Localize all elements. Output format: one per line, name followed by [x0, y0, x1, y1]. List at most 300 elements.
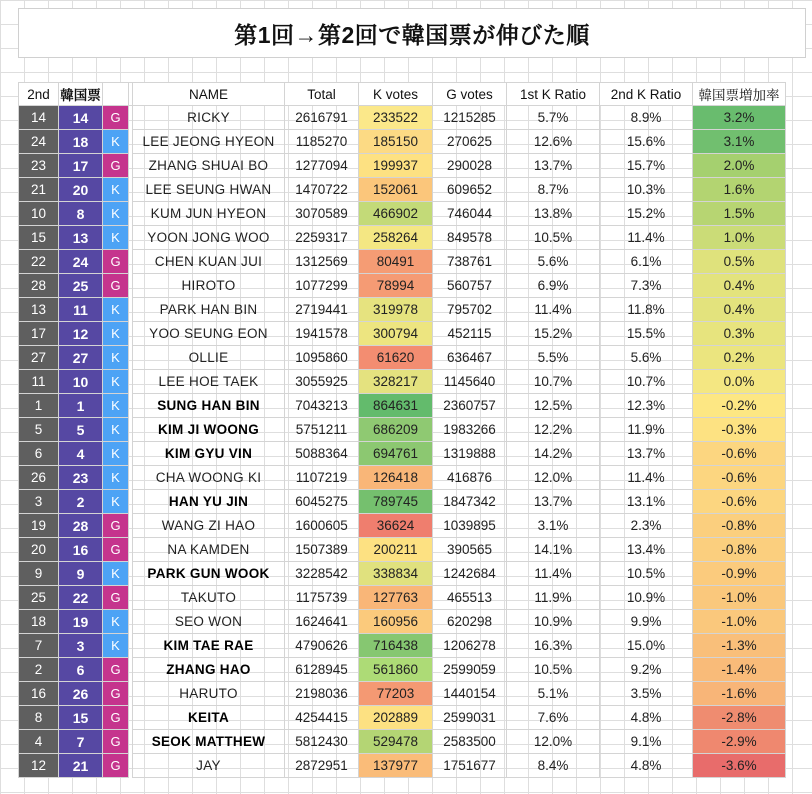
col-header-2nd-rank[interactable]: 2nd [19, 83, 59, 106]
cell-group-badge[interactable]: G [103, 730, 129, 754]
cell-korea-vote-rank[interactable]: 11 [59, 298, 103, 322]
cell-g-votes[interactable]: 2360757 [433, 394, 507, 418]
cell-2nd-rank[interactable]: 26 [19, 466, 59, 490]
cell-korea-vote-increase[interactable]: -0.3% [693, 418, 786, 442]
cell-k-votes[interactable]: 127763 [359, 586, 433, 610]
col-header-2nd-k-ratio[interactable]: 2nd K Ratio [600, 83, 693, 106]
cell-total[interactable]: 1600605 [285, 514, 359, 538]
page-title: 第1回→第2回で韓国票が伸びた順 [18, 8, 806, 58]
cell-g-votes[interactable]: 746044 [433, 202, 507, 226]
cell-name[interactable]: ZHANG SHUAI BO [133, 154, 285, 178]
cell-1st-k-ratio[interactable]: 6.9% [507, 274, 600, 298]
cell-korea-vote-increase[interactable]: -0.8% [693, 514, 786, 538]
cell-k-votes[interactable]: 338834 [359, 562, 433, 586]
cell-g-votes[interactable]: 1206278 [433, 634, 507, 658]
cell-group-badge[interactable]: G [103, 586, 129, 610]
cell-name[interactable]: KIM TAE RAE [133, 634, 285, 658]
cell-g-votes[interactable]: 609652 [433, 178, 507, 202]
cell-total[interactable]: 7043213 [285, 394, 359, 418]
cell-korea-vote-rank[interactable]: 8 [59, 202, 103, 226]
cell-group-badge[interactable]: G [103, 658, 129, 682]
cell-group-badge[interactable]: K [103, 322, 129, 346]
cell-k-votes[interactable]: 77203 [359, 682, 433, 706]
cell-total[interactable]: 3228542 [285, 562, 359, 586]
cell-2nd-k-ratio[interactable]: 15.2% [600, 202, 693, 226]
cell-2nd-rank[interactable]: 9 [19, 562, 59, 586]
cell-1st-k-ratio[interactable]: 8.7% [507, 178, 600, 202]
cell-total[interactable]: 1624641 [285, 610, 359, 634]
cell-k-votes[interactable]: 300794 [359, 322, 433, 346]
cell-2nd-rank[interactable]: 3 [19, 490, 59, 514]
cell-2nd-rank[interactable]: 22 [19, 250, 59, 274]
cell-g-votes[interactable]: 2599059 [433, 658, 507, 682]
cell-korea-vote-rank[interactable]: 19 [59, 610, 103, 634]
cell-1st-k-ratio[interactable]: 7.6% [507, 706, 600, 730]
cell-name[interactable]: RICKY [133, 106, 285, 130]
cell-k-votes[interactable]: 36624 [359, 514, 433, 538]
cell-total[interactable]: 3070589 [285, 202, 359, 226]
col-header-k-votes[interactable]: K votes [359, 83, 433, 106]
cell-name[interactable]: TAKUTO [133, 586, 285, 610]
cell-k-votes[interactable]: 152061 [359, 178, 433, 202]
cell-g-votes[interactable]: 452115 [433, 322, 507, 346]
cell-2nd-k-ratio[interactable]: 10.3% [600, 178, 693, 202]
cell-2nd-rank[interactable]: 8 [19, 706, 59, 730]
cell-total[interactable]: 2719441 [285, 298, 359, 322]
cell-total[interactable]: 1312569 [285, 250, 359, 274]
cell-1st-k-ratio[interactable]: 10.7% [507, 370, 600, 394]
cell-korea-vote-rank[interactable]: 2 [59, 490, 103, 514]
cell-2nd-k-ratio[interactable]: 13.1% [600, 490, 693, 514]
cell-group-badge[interactable]: K [103, 466, 129, 490]
cell-total[interactable]: 4790626 [285, 634, 359, 658]
cell-total[interactable]: 1077299 [285, 274, 359, 298]
cell-korea-vote-rank[interactable]: 17 [59, 154, 103, 178]
cell-korea-vote-rank[interactable]: 21 [59, 754, 103, 778]
cell-k-votes[interactable]: 864631 [359, 394, 433, 418]
cell-2nd-k-ratio[interactable]: 13.4% [600, 538, 693, 562]
cell-1st-k-ratio[interactable]: 12.6% [507, 130, 600, 154]
cell-total[interactable]: 4254415 [285, 706, 359, 730]
cell-2nd-rank[interactable]: 27 [19, 346, 59, 370]
cell-g-votes[interactable]: 1983266 [433, 418, 507, 442]
cell-name[interactable]: YOO SEUNG EON [133, 322, 285, 346]
cell-2nd-k-ratio[interactable]: 11.4% [600, 466, 693, 490]
cell-korea-vote-increase[interactable]: 1.5% [693, 202, 786, 226]
cell-g-votes[interactable]: 465513 [433, 586, 507, 610]
cell-korea-vote-rank[interactable]: 18 [59, 130, 103, 154]
cell-2nd-k-ratio[interactable]: 4.8% [600, 706, 693, 730]
cell-g-votes[interactable]: 2583500 [433, 730, 507, 754]
cell-korea-vote-increase[interactable]: -0.6% [693, 490, 786, 514]
cell-2nd-rank[interactable]: 10 [19, 202, 59, 226]
cell-g-votes[interactable]: 795702 [433, 298, 507, 322]
cell-total[interactable]: 1107219 [285, 466, 359, 490]
cell-group-badge[interactable]: G [103, 274, 129, 298]
cell-2nd-k-ratio[interactable]: 11.9% [600, 418, 693, 442]
cell-g-votes[interactable]: 636467 [433, 346, 507, 370]
cell-2nd-rank[interactable]: 6 [19, 442, 59, 466]
cell-k-votes[interactable]: 126418 [359, 466, 433, 490]
cell-name[interactable]: KEITA [133, 706, 285, 730]
cell-1st-k-ratio[interactable]: 12.2% [507, 418, 600, 442]
cell-name[interactable]: SEO WON [133, 610, 285, 634]
cell-g-votes[interactable]: 290028 [433, 154, 507, 178]
cell-name[interactable]: LEE SEUNG HWAN [133, 178, 285, 202]
cell-name[interactable]: PARK HAN BIN [133, 298, 285, 322]
cell-2nd-rank[interactable]: 7 [19, 634, 59, 658]
cell-group-badge[interactable]: K [103, 298, 129, 322]
cell-korea-vote-rank[interactable]: 24 [59, 250, 103, 274]
cell-1st-k-ratio[interactable]: 12.0% [507, 466, 600, 490]
table-row [19, 754, 786, 778]
cell-g-votes[interactable]: 1145640 [433, 370, 507, 394]
cell-2nd-rank[interactable]: 24 [19, 130, 59, 154]
table-row [19, 490, 786, 514]
cell-korea-vote-rank[interactable]: 14 [59, 106, 103, 130]
cell-2nd-k-ratio[interactable]: 10.9% [600, 586, 693, 610]
cell-2nd-k-ratio[interactable]: 12.3% [600, 394, 693, 418]
cell-g-votes[interactable]: 416876 [433, 466, 507, 490]
cell-group-badge[interactable]: K [103, 442, 129, 466]
cell-k-votes[interactable]: 716438 [359, 634, 433, 658]
cell-korea-vote-increase[interactable]: 1.6% [693, 178, 786, 202]
cell-korea-vote-rank[interactable]: 22 [59, 586, 103, 610]
cell-1st-k-ratio[interactable]: 3.1% [507, 514, 600, 538]
cell-1st-k-ratio[interactable]: 10.5% [507, 226, 600, 250]
cell-korea-vote-increase[interactable]: -1.0% [693, 610, 786, 634]
cell-total[interactable]: 1175739 [285, 586, 359, 610]
cell-1st-k-ratio[interactable]: 10.5% [507, 658, 600, 682]
cell-name[interactable]: LEE HOE TAEK [133, 370, 285, 394]
cell-total[interactable]: 5751211 [285, 418, 359, 442]
cell-total[interactable]: 1470722 [285, 178, 359, 202]
cell-2nd-k-ratio[interactable]: 15.5% [600, 322, 693, 346]
cell-k-votes[interactable]: 185150 [359, 130, 433, 154]
cell-group-badge[interactable]: G [103, 754, 129, 778]
table-row [19, 226, 786, 250]
cell-total[interactable]: 5088364 [285, 442, 359, 466]
cell-2nd-k-ratio[interactable]: 9.9% [600, 610, 693, 634]
cell-name[interactable]: KIM JI WOONG [133, 418, 285, 442]
cell-2nd-rank[interactable]: 13 [19, 298, 59, 322]
cell-korea-vote-increase[interactable]: -0.8% [693, 538, 786, 562]
cell-korea-vote-increase[interactable]: 2.0% [693, 154, 786, 178]
cell-1st-k-ratio[interactable]: 14.1% [507, 538, 600, 562]
cell-1st-k-ratio[interactable]: 12.0% [507, 730, 600, 754]
cell-name[interactable]: WANG ZI HAO [133, 514, 285, 538]
cell-2nd-k-ratio[interactable]: 7.3% [600, 274, 693, 298]
cell-total[interactable]: 2259317 [285, 226, 359, 250]
cell-korea-vote-increase[interactable]: -0.6% [693, 442, 786, 466]
cell-2nd-k-ratio[interactable]: 9.1% [600, 730, 693, 754]
cell-2nd-rank[interactable]: 14 [19, 106, 59, 130]
cell-group-badge[interactable]: K [103, 202, 129, 226]
cell-1st-k-ratio[interactable]: 16.3% [507, 634, 600, 658]
table-row [19, 274, 786, 298]
cell-k-votes[interactable]: 61620 [359, 346, 433, 370]
cell-group-badge[interactable]: G [103, 154, 129, 178]
cell-group-badge[interactable]: K [103, 178, 129, 202]
col-header-name[interactable]: NAME [133, 83, 285, 106]
table-row [19, 538, 786, 562]
cell-2nd-k-ratio[interactable]: 15.6% [600, 130, 693, 154]
cell-korea-vote-rank[interactable]: 1 [59, 394, 103, 418]
cell-name[interactable]: HAN YU JIN [133, 490, 285, 514]
cell-2nd-rank[interactable]: 2 [19, 658, 59, 682]
cell-g-votes[interactable]: 270625 [433, 130, 507, 154]
col-header-group[interactable] [103, 83, 129, 106]
cell-g-votes[interactable]: 1847342 [433, 490, 507, 514]
cell-k-votes[interactable]: 529478 [359, 730, 433, 754]
cell-group-badge[interactable]: K [103, 370, 129, 394]
cell-name[interactable]: HIROTO [133, 274, 285, 298]
ranking-table [18, 82, 786, 778]
cell-1st-k-ratio[interactable]: 11.4% [507, 298, 600, 322]
col-header-korea-vote-rank[interactable]: 韓国票 [59, 83, 103, 106]
cell-name[interactable]: CHEN KUAN JUI [133, 250, 285, 274]
cell-name[interactable]: ZHANG HAO [133, 658, 285, 682]
cell-g-votes[interactable]: 1242684 [433, 562, 507, 586]
cell-name[interactable]: PARK GUN WOOK [133, 562, 285, 586]
cell-korea-vote-rank[interactable]: 9 [59, 562, 103, 586]
cell-2nd-k-ratio[interactable]: 9.2% [600, 658, 693, 682]
cell-1st-k-ratio[interactable]: 5.1% [507, 682, 600, 706]
cell-name[interactable]: NA KAMDEN [133, 538, 285, 562]
cell-k-votes[interactable]: 561860 [359, 658, 433, 682]
cell-2nd-rank[interactable]: 5 [19, 418, 59, 442]
cell-2nd-rank[interactable]: 11 [19, 370, 59, 394]
cell-g-votes[interactable]: 1751677 [433, 754, 507, 778]
cell-1st-k-ratio[interactable]: 11.4% [507, 562, 600, 586]
cell-korea-vote-rank[interactable]: 25 [59, 274, 103, 298]
cell-2nd-k-ratio[interactable]: 11.8% [600, 298, 693, 322]
cell-korea-vote-increase[interactable]: 3.1% [693, 130, 786, 154]
cell-korea-vote-increase[interactable]: -0.9% [693, 562, 786, 586]
cell-total[interactable]: 1185270 [285, 130, 359, 154]
cell-korea-vote-rank[interactable]: 7 [59, 730, 103, 754]
cell-korea-vote-rank[interactable]: 26 [59, 682, 103, 706]
cell-korea-vote-increase[interactable]: -1.0% [693, 586, 786, 610]
cell-2nd-rank[interactable]: 21 [19, 178, 59, 202]
cell-korea-vote-increase[interactable]: -0.6% [693, 466, 786, 490]
cell-group-badge[interactable]: G [103, 706, 129, 730]
cell-korea-vote-increase[interactable]: 0.5% [693, 250, 786, 274]
cell-g-votes[interactable]: 620298 [433, 610, 507, 634]
cell-name[interactable]: HARUTO [133, 682, 285, 706]
cell-korea-vote-increase[interactable]: -0.2% [693, 394, 786, 418]
cell-group-badge[interactable]: K [103, 226, 129, 250]
cell-group-badge[interactable]: K [103, 490, 129, 514]
cell-name[interactable]: YOON JONG WOO [133, 226, 285, 250]
cell-2nd-k-ratio[interactable]: 5.6% [600, 346, 693, 370]
col-header-total[interactable]: Total [285, 83, 359, 106]
cell-2nd-k-ratio[interactable]: 3.5% [600, 682, 693, 706]
cell-2nd-rank[interactable]: 19 [19, 514, 59, 538]
cell-g-votes[interactable]: 560757 [433, 274, 507, 298]
col-header-1st-k-ratio[interactable]: 1st K Ratio [507, 83, 600, 106]
table-row [19, 682, 786, 706]
cell-g-votes[interactable]: 1039895 [433, 514, 507, 538]
cell-g-votes[interactable]: 390565 [433, 538, 507, 562]
cell-2nd-rank[interactable]: 12 [19, 754, 59, 778]
cell-total[interactable]: 3055925 [285, 370, 359, 394]
cell-2nd-rank[interactable]: 23 [19, 154, 59, 178]
cell-1st-k-ratio[interactable]: 13.7% [507, 154, 600, 178]
cell-korea-vote-rank[interactable]: 28 [59, 514, 103, 538]
col-header-g-votes[interactable]: G votes [433, 83, 507, 106]
cell-2nd-k-ratio[interactable]: 10.7% [600, 370, 693, 394]
cell-g-votes[interactable]: 1319888 [433, 442, 507, 466]
cell-korea-vote-rank[interactable]: 13 [59, 226, 103, 250]
cell-total[interactable]: 1277094 [285, 154, 359, 178]
cell-group-badge[interactable]: G [103, 106, 129, 130]
cell-1st-k-ratio[interactable]: 13.8% [507, 202, 600, 226]
cell-1st-k-ratio[interactable]: 14.2% [507, 442, 600, 466]
cell-group-badge[interactable]: K [103, 130, 129, 154]
cell-k-votes[interactable]: 319978 [359, 298, 433, 322]
cell-group-badge[interactable]: G [103, 250, 129, 274]
cell-total[interactable]: 2872951 [285, 754, 359, 778]
cell-total[interactable]: 2198036 [285, 682, 359, 706]
cell-name[interactable]: SEOK MATTHEW [133, 730, 285, 754]
cell-korea-vote-increase[interactable]: -2.8% [693, 706, 786, 730]
cell-name[interactable]: KUM JUN HYEON [133, 202, 285, 226]
cell-korea-vote-increase[interactable]: -1.3% [693, 634, 786, 658]
cell-2nd-rank[interactable]: 15 [19, 226, 59, 250]
cell-korea-vote-rank[interactable]: 3 [59, 634, 103, 658]
cell-korea-vote-rank[interactable]: 16 [59, 538, 103, 562]
cell-korea-vote-rank[interactable]: 15 [59, 706, 103, 730]
cell-k-votes[interactable]: 694761 [359, 442, 433, 466]
cell-total[interactable]: 1941578 [285, 322, 359, 346]
cell-1st-k-ratio[interactable]: 12.5% [507, 394, 600, 418]
cell-1st-k-ratio[interactable]: 5.5% [507, 346, 600, 370]
cell-group-badge[interactable]: G [103, 514, 129, 538]
cell-2nd-k-ratio[interactable]: 15.7% [600, 154, 693, 178]
cell-korea-vote-increase[interactable]: -1.4% [693, 658, 786, 682]
cell-k-votes[interactable]: 137977 [359, 754, 433, 778]
cell-g-votes[interactable]: 1215285 [433, 106, 507, 130]
cell-name[interactable]: KIM GYU VIN [133, 442, 285, 466]
cell-2nd-k-ratio[interactable]: 4.8% [600, 754, 693, 778]
table-row [19, 202, 786, 226]
cell-1st-k-ratio[interactable]: 13.7% [507, 490, 600, 514]
cell-k-votes[interactable]: 328217 [359, 370, 433, 394]
cell-1st-k-ratio[interactable]: 5.7% [507, 106, 600, 130]
cell-korea-vote-increase[interactable]: -3.6% [693, 754, 786, 778]
cell-2nd-rank[interactable]: 18 [19, 610, 59, 634]
cell-2nd-k-ratio[interactable]: 8.9% [600, 106, 693, 130]
cell-korea-vote-increase[interactable]: 0.4% [693, 274, 786, 298]
cell-korea-vote-increase[interactable]: 0.0% [693, 370, 786, 394]
cell-k-votes[interactable]: 199937 [359, 154, 433, 178]
table-row [19, 106, 786, 130]
cell-k-votes[interactable]: 233522 [359, 106, 433, 130]
cell-group-badge[interactable]: K [103, 346, 129, 370]
cell-g-votes[interactable]: 738761 [433, 250, 507, 274]
cell-name[interactable]: LEE JEONG HYEON [133, 130, 285, 154]
cell-group-badge[interactable]: G [103, 538, 129, 562]
cell-korea-vote-rank[interactable]: 5 [59, 418, 103, 442]
cell-2nd-rank[interactable]: 25 [19, 586, 59, 610]
cell-korea-vote-rank[interactable]: 20 [59, 178, 103, 202]
cell-name[interactable]: OLLIE [133, 346, 285, 370]
cell-total[interactable]: 2616791 [285, 106, 359, 130]
cell-korea-vote-rank[interactable]: 10 [59, 370, 103, 394]
cell-1st-k-ratio[interactable]: 15.2% [507, 322, 600, 346]
cell-korea-vote-increase[interactable]: 0.3% [693, 322, 786, 346]
cell-2nd-k-ratio[interactable]: 13.7% [600, 442, 693, 466]
col-header-korea-vote-increase[interactable]: 韓国票増加率 [693, 83, 786, 106]
cell-total[interactable]: 5812430 [285, 730, 359, 754]
cell-k-votes[interactable]: 160956 [359, 610, 433, 634]
cell-korea-vote-increase[interactable]: -1.6% [693, 682, 786, 706]
cell-total[interactable]: 6128945 [285, 658, 359, 682]
cell-g-votes[interactable]: 849578 [433, 226, 507, 250]
cell-k-votes[interactable]: 80491 [359, 250, 433, 274]
cell-group-badge[interactable]: K [103, 418, 129, 442]
cell-korea-vote-rank[interactable]: 27 [59, 346, 103, 370]
cell-k-votes[interactable]: 200211 [359, 538, 433, 562]
cell-korea-vote-increase[interactable]: 0.4% [693, 298, 786, 322]
cell-1st-k-ratio[interactable]: 8.4% [507, 754, 600, 778]
cell-k-votes[interactable]: 78994 [359, 274, 433, 298]
cell-k-votes[interactable]: 202889 [359, 706, 433, 730]
cell-2nd-k-ratio[interactable]: 15.0% [600, 634, 693, 658]
cell-korea-vote-increase[interactable]: 1.0% [693, 226, 786, 250]
cell-1st-k-ratio[interactable]: 11.9% [507, 586, 600, 610]
cell-group-badge[interactable]: K [103, 394, 129, 418]
cell-2nd-k-ratio[interactable]: 11.4% [600, 226, 693, 250]
cell-korea-vote-rank[interactable]: 23 [59, 466, 103, 490]
cell-total[interactable]: 1507389 [285, 538, 359, 562]
cell-1st-k-ratio[interactable]: 10.9% [507, 610, 600, 634]
cell-name[interactable]: JAY [133, 754, 285, 778]
cell-2nd-k-ratio[interactable]: 2.3% [600, 514, 693, 538]
cell-2nd-k-ratio[interactable]: 10.5% [600, 562, 693, 586]
cell-name[interactable]: CHA WOONG KI [133, 466, 285, 490]
cell-2nd-rank[interactable]: 4 [19, 730, 59, 754]
cell-g-votes[interactable]: 1440154 [433, 682, 507, 706]
cell-2nd-rank[interactable]: 17 [19, 322, 59, 346]
cell-k-votes[interactable]: 258264 [359, 226, 433, 250]
cell-korea-vote-increase[interactable]: 0.2% [693, 346, 786, 370]
cell-korea-vote-rank[interactable]: 4 [59, 442, 103, 466]
cell-2nd-rank[interactable]: 16 [19, 682, 59, 706]
cell-group-badge[interactable]: G [103, 682, 129, 706]
cell-korea-vote-rank[interactable]: 6 [59, 658, 103, 682]
cell-group-badge[interactable]: K [103, 610, 129, 634]
cell-2nd-k-ratio[interactable]: 6.1% [600, 250, 693, 274]
cell-korea-vote-rank[interactable]: 12 [59, 322, 103, 346]
cell-g-votes[interactable]: 2599031 [433, 706, 507, 730]
cell-total[interactable]: 6045275 [285, 490, 359, 514]
cell-group-badge[interactable]: K [103, 562, 129, 586]
cell-total[interactable]: 1095860 [285, 346, 359, 370]
cell-group-badge[interactable]: K [103, 634, 129, 658]
cell-2nd-rank[interactable]: 28 [19, 274, 59, 298]
cell-k-votes[interactable]: 466902 [359, 202, 433, 226]
cell-k-votes[interactable]: 686209 [359, 418, 433, 442]
cell-2nd-rank[interactable]: 1 [19, 394, 59, 418]
cell-2nd-rank[interactable]: 20 [19, 538, 59, 562]
cell-korea-vote-increase[interactable]: -2.9% [693, 730, 786, 754]
cell-korea-vote-increase[interactable]: 3.2% [693, 106, 786, 130]
cell-1st-k-ratio[interactable]: 5.6% [507, 250, 600, 274]
cell-name[interactable]: SUNG HAN BIN [133, 394, 285, 418]
cell-k-votes[interactable]: 789745 [359, 490, 433, 514]
